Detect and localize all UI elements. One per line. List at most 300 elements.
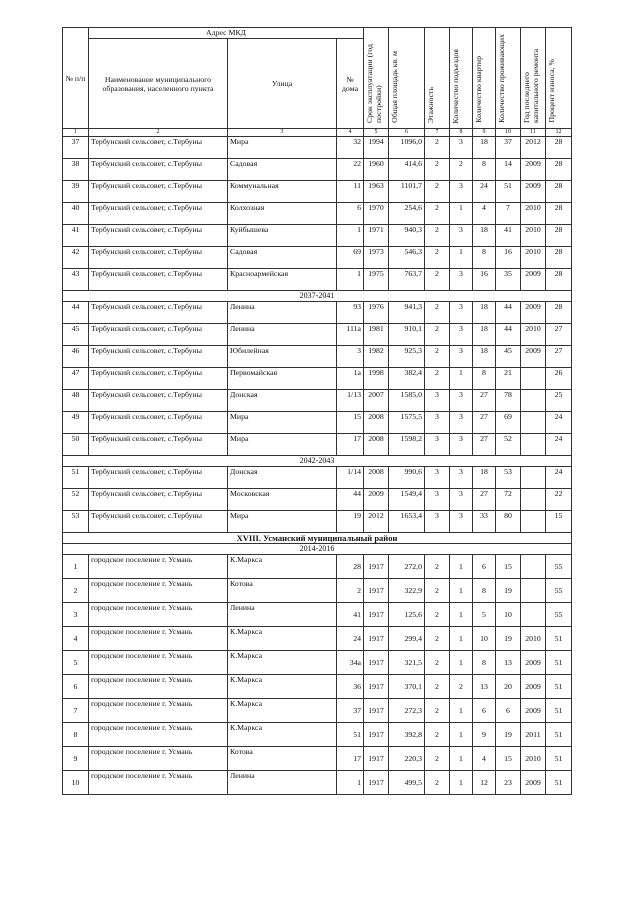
last-repair-year xyxy=(521,434,546,456)
wear-percent: 51 xyxy=(546,675,572,699)
house-number: 22 xyxy=(337,159,364,181)
house-number: 24 xyxy=(337,627,364,651)
row-number: 5 xyxy=(63,651,89,675)
residents: 19 xyxy=(496,627,521,651)
build-year: 1975 xyxy=(364,269,389,291)
wear-percent: 51 xyxy=(546,723,572,747)
last-repair-year: 2009 xyxy=(521,269,546,291)
entrances: 3 xyxy=(450,467,473,489)
total-area: 1575,5 xyxy=(389,412,425,434)
street: К.Маркса xyxy=(228,675,337,699)
floors: 2 xyxy=(425,225,450,247)
residents: 78 xyxy=(496,390,521,412)
entrances: 1 xyxy=(450,203,473,225)
entrances: 2 xyxy=(450,159,473,181)
residents: 13 xyxy=(496,651,521,675)
row-number: 46 xyxy=(63,346,89,368)
street: К.Маркса xyxy=(228,723,337,747)
apartments: 6 xyxy=(473,555,496,579)
apartments: 13 xyxy=(473,675,496,699)
residents: 20 xyxy=(496,675,521,699)
apartments: 27 xyxy=(473,390,496,412)
floors: 2 xyxy=(425,555,450,579)
build-year: 2012 xyxy=(364,511,389,533)
build-year: 1976 xyxy=(364,302,389,324)
header-residents: Количество проживающих xyxy=(496,28,521,129)
street: Донская xyxy=(228,467,337,489)
municipality: городское поселение г. Усмань xyxy=(89,747,228,771)
residents: 21 xyxy=(496,368,521,390)
apartments: 27 xyxy=(473,434,496,456)
street: Мира xyxy=(228,137,337,159)
house-number: 32 xyxy=(337,137,364,159)
last-repair-year: 2010 xyxy=(521,747,546,771)
row-number: 40 xyxy=(63,203,89,225)
column-number: 10 xyxy=(496,129,521,137)
build-year: 2007 xyxy=(364,390,389,412)
house-number: 34а xyxy=(337,651,364,675)
build-year: 1917 xyxy=(364,771,389,795)
house-number: 17 xyxy=(337,434,364,456)
table-row xyxy=(63,699,572,723)
municipality: Тербунский сельсовет, с.Тербуны xyxy=(89,390,228,412)
street: Садовая xyxy=(228,159,337,181)
build-year: 1982 xyxy=(364,346,389,368)
residents: 53 xyxy=(496,467,521,489)
row-number: 9 xyxy=(63,747,89,771)
table-row xyxy=(63,467,572,489)
street: Мира xyxy=(228,412,337,434)
column-number: 1 xyxy=(63,129,89,137)
last-repair-year: 2010 xyxy=(521,324,546,346)
build-year: 1960 xyxy=(364,159,389,181)
residents: 51 xyxy=(496,181,521,203)
last-repair-year: 2010 xyxy=(521,203,546,225)
header-area: Общая площадь кв. м xyxy=(389,28,425,129)
header-street: Улица xyxy=(228,39,337,129)
last-repair-year: 2012 xyxy=(521,137,546,159)
residents: 37 xyxy=(496,137,521,159)
municipality: городское поселение г. Усмань xyxy=(89,771,228,795)
header-no: № п/п xyxy=(63,28,89,129)
house-number: 28 xyxy=(337,555,364,579)
apartments: 8 xyxy=(473,159,496,181)
entrances: 2 xyxy=(450,675,473,699)
floors: 2 xyxy=(425,346,450,368)
wear-percent: 55 xyxy=(546,603,572,627)
wear-percent: 27 xyxy=(546,324,572,346)
residents: 44 xyxy=(496,302,521,324)
floors: 2 xyxy=(425,302,450,324)
apartments: 27 xyxy=(473,489,496,511)
municipality: Тербунский сельсовет, с.Тербуны xyxy=(89,434,228,456)
house-number: 1а xyxy=(337,368,364,390)
residents: 44 xyxy=(496,324,521,346)
entrances: 3 xyxy=(450,225,473,247)
entrances: 1 xyxy=(450,627,473,651)
municipality: Тербунский сельсовет, с.Тербуны xyxy=(89,269,228,291)
document-page xyxy=(62,27,572,795)
municipality: городское поселение г. Усмань xyxy=(89,555,228,579)
row-number: 3 xyxy=(63,603,89,627)
residents: 41 xyxy=(496,225,521,247)
apartments: 18 xyxy=(473,467,496,489)
apartments: 8 xyxy=(473,651,496,675)
last-repair-year xyxy=(521,603,546,627)
floors: 2 xyxy=(425,137,450,159)
wear-percent: 51 xyxy=(546,747,572,771)
floors: 2 xyxy=(425,603,450,627)
municipality: Тербунский сельсовет, с.Тербуны xyxy=(89,181,228,203)
last-repair-year: 2009 xyxy=(521,699,546,723)
house-number: 69 xyxy=(337,247,364,269)
wear-percent: 22 xyxy=(546,489,572,511)
total-area: 1101,7 xyxy=(389,181,425,203)
street: Ленина xyxy=(228,771,337,795)
apartments: 18 xyxy=(473,346,496,368)
entrances: 3 xyxy=(450,302,473,324)
municipality: Тербунский сельсовет, с.Тербуны xyxy=(89,247,228,269)
column-number: 6 xyxy=(389,129,425,137)
row-number: 49 xyxy=(63,412,89,434)
total-area: 370,1 xyxy=(389,675,425,699)
floors: 3 xyxy=(425,434,450,456)
total-area: 125,6 xyxy=(389,603,425,627)
apartments: 27 xyxy=(473,412,496,434)
entrances: 3 xyxy=(450,181,473,203)
column-number: 11 xyxy=(521,129,546,137)
floors: 2 xyxy=(425,181,450,203)
row-number: 41 xyxy=(63,225,89,247)
period-header: 2042-2043 xyxy=(63,456,572,467)
row-number: 51 xyxy=(63,467,89,489)
residents: 15 xyxy=(496,555,521,579)
period-header: 2014-2016 xyxy=(63,544,572,555)
street: Коммунальная xyxy=(228,181,337,203)
municipality: Тербунский сельсовет, с.Тербуны xyxy=(89,511,228,533)
housing-table xyxy=(62,27,572,795)
house-number: 1 xyxy=(337,225,364,247)
apartments: 24 xyxy=(473,181,496,203)
total-area: 546,3 xyxy=(389,247,425,269)
row-number: 38 xyxy=(63,159,89,181)
wear-percent: 28 xyxy=(546,247,572,269)
column-number: 4 xyxy=(337,129,364,137)
street: Ленина xyxy=(228,324,337,346)
last-repair-year: 2010 xyxy=(521,225,546,247)
apartments: 18 xyxy=(473,137,496,159)
street: Котова xyxy=(228,747,337,771)
apartments: 33 xyxy=(473,511,496,533)
wear-percent: 51 xyxy=(546,651,572,675)
floors: 2 xyxy=(425,324,450,346)
header-year: Срок эксплуатации (год постройки) xyxy=(364,28,389,129)
total-area: 1585,0 xyxy=(389,390,425,412)
municipality: городское поселение г. Усмань xyxy=(89,675,228,699)
row-number: 37 xyxy=(63,137,89,159)
period-header: 2037-2041 xyxy=(63,291,572,302)
table-row xyxy=(63,651,572,675)
last-repair-year: 2009 xyxy=(521,346,546,368)
street: Юбилейная xyxy=(228,346,337,368)
row-number: 52 xyxy=(63,489,89,511)
entrances: 1 xyxy=(450,368,473,390)
last-repair-year: 2009 xyxy=(521,771,546,795)
total-area: 254,6 xyxy=(389,203,425,225)
residents: 10 xyxy=(496,603,521,627)
row-number: 53 xyxy=(63,511,89,533)
apartments: 9 xyxy=(473,723,496,747)
build-year: 2008 xyxy=(364,467,389,489)
wear-percent: 28 xyxy=(546,225,572,247)
street: Ленина xyxy=(228,302,337,324)
last-repair-year xyxy=(521,412,546,434)
wear-percent: 24 xyxy=(546,412,572,434)
apartments: 10 xyxy=(473,627,496,651)
residents: 72 xyxy=(496,489,521,511)
period-header-row xyxy=(63,456,572,467)
wear-percent: 28 xyxy=(546,302,572,324)
residents: 19 xyxy=(496,723,521,747)
total-area: 414,6 xyxy=(389,159,425,181)
entrances: 3 xyxy=(450,511,473,533)
floors: 2 xyxy=(425,699,450,723)
header-apartments: Количество квартир xyxy=(473,28,496,129)
street: Садовая xyxy=(228,247,337,269)
last-repair-year: 2009 xyxy=(521,181,546,203)
build-year: 1971 xyxy=(364,225,389,247)
wear-percent: 24 xyxy=(546,467,572,489)
table-row xyxy=(63,603,572,627)
street: К.Маркса xyxy=(228,555,337,579)
wear-percent: 28 xyxy=(546,181,572,203)
table-row xyxy=(63,723,572,747)
house-number: 37 xyxy=(337,699,364,723)
wear-percent: 25 xyxy=(546,390,572,412)
house-number: 111а xyxy=(337,324,364,346)
period-header-row xyxy=(63,544,572,555)
residents: 52 xyxy=(496,434,521,456)
municipality: Тербунский сельсовет, с.Тербуны xyxy=(89,302,228,324)
total-area: 220,3 xyxy=(389,747,425,771)
last-repair-year xyxy=(521,390,546,412)
total-area: 940,3 xyxy=(389,225,425,247)
municipality: Тербунский сельсовет, с.Тербуны xyxy=(89,346,228,368)
entrances: 3 xyxy=(450,346,473,368)
floors: 2 xyxy=(425,627,450,651)
house-number: 1 xyxy=(337,771,364,795)
municipality: Тербунский сельсовет, с.Тербуны xyxy=(89,159,228,181)
municipality: городское поселение г. Усмань xyxy=(89,579,228,603)
floors: 2 xyxy=(425,651,450,675)
total-area: 382,4 xyxy=(389,368,425,390)
header-address: Адрес МКД xyxy=(89,28,364,39)
table-row xyxy=(63,747,572,771)
residents: 80 xyxy=(496,511,521,533)
last-repair-year: 2009 xyxy=(521,302,546,324)
table-row xyxy=(63,412,572,434)
build-year: 1970 xyxy=(364,203,389,225)
total-area: 925,3 xyxy=(389,346,425,368)
last-repair-year xyxy=(521,368,546,390)
last-repair-year: 2009 xyxy=(521,651,546,675)
residents: 16 xyxy=(496,247,521,269)
street: Котова xyxy=(228,579,337,603)
build-year: 1917 xyxy=(364,579,389,603)
floors: 3 xyxy=(425,489,450,511)
row-number: 8 xyxy=(63,723,89,747)
street: Мира xyxy=(228,434,337,456)
row-number: 43 xyxy=(63,269,89,291)
entrances: 3 xyxy=(450,489,473,511)
total-area: 1096,0 xyxy=(389,137,425,159)
total-area: 392,8 xyxy=(389,723,425,747)
last-repair-year: 2009 xyxy=(521,675,546,699)
municipality: городское поселение г. Усмань xyxy=(89,651,228,675)
wear-percent: 51 xyxy=(546,771,572,795)
last-repair-year: 2009 xyxy=(521,159,546,181)
municipality: Тербунский сельсовет, с.Тербуны xyxy=(89,203,228,225)
build-year: 1917 xyxy=(364,627,389,651)
street: Первомайская xyxy=(228,368,337,390)
column-number: 3 xyxy=(228,129,337,137)
house-number: 1/14 xyxy=(337,467,364,489)
table-row xyxy=(63,137,572,159)
last-repair-year xyxy=(521,511,546,533)
total-area: 321,5 xyxy=(389,651,425,675)
wear-percent: 51 xyxy=(546,627,572,651)
street: Ленина xyxy=(228,603,337,627)
floors: 2 xyxy=(425,247,450,269)
street: К.Маркса xyxy=(228,699,337,723)
entrances: 1 xyxy=(450,555,473,579)
apartments: 6 xyxy=(473,699,496,723)
table-row xyxy=(63,203,572,225)
entrances: 3 xyxy=(450,269,473,291)
floors: 2 xyxy=(425,269,450,291)
table-row xyxy=(63,225,572,247)
column-number: 7 xyxy=(425,129,450,137)
header-wear: Процент износа, % xyxy=(546,28,572,129)
municipality: Тербунский сельсовет, с.Тербуны xyxy=(89,368,228,390)
table-row xyxy=(63,511,572,533)
column-number: 2 xyxy=(89,129,228,137)
table-row xyxy=(63,579,572,603)
residents: 14 xyxy=(496,159,521,181)
apartments: 18 xyxy=(473,225,496,247)
total-area: 990,6 xyxy=(389,467,425,489)
entrances: 3 xyxy=(450,412,473,434)
street: К.Маркса xyxy=(228,651,337,675)
row-number: 10 xyxy=(63,771,89,795)
house-number: 1/13 xyxy=(337,390,364,412)
wear-percent: 26 xyxy=(546,368,572,390)
table-row xyxy=(63,390,572,412)
house-number: 41 xyxy=(337,603,364,627)
municipality: Тербунский сельсовет, с.Тербуны xyxy=(89,137,228,159)
street: Московская xyxy=(228,489,337,511)
build-year: 1917 xyxy=(364,723,389,747)
house-number: 36 xyxy=(337,675,364,699)
row-number: 42 xyxy=(63,247,89,269)
build-year: 1973 xyxy=(364,247,389,269)
table-row xyxy=(63,181,572,203)
wear-percent: 28 xyxy=(546,159,572,181)
entrances: 3 xyxy=(450,324,473,346)
total-area: 763,7 xyxy=(389,269,425,291)
last-repair-year: 2010 xyxy=(521,247,546,269)
table-row xyxy=(63,627,572,651)
floors: 3 xyxy=(425,390,450,412)
total-area: 272,3 xyxy=(389,699,425,723)
apartments: 5 xyxy=(473,603,496,627)
table-row xyxy=(63,771,572,795)
entrances: 1 xyxy=(450,771,473,795)
floors: 2 xyxy=(425,159,450,181)
wear-percent: 27 xyxy=(546,346,572,368)
entrances: 3 xyxy=(450,390,473,412)
row-number: 44 xyxy=(63,302,89,324)
municipality: городское поселение г. Усмань xyxy=(89,603,228,627)
entrances: 1 xyxy=(450,579,473,603)
municipality: Тербунский сельсовет, с.Тербуны xyxy=(89,489,228,511)
table-row xyxy=(63,555,572,579)
house-number: 51 xyxy=(337,723,364,747)
build-year: 1994 xyxy=(364,137,389,159)
wear-percent: 28 xyxy=(546,269,572,291)
municipality: Тербунский сельсовет, с.Тербуны xyxy=(89,225,228,247)
floors: 2 xyxy=(425,579,450,603)
residents: 23 xyxy=(496,771,521,795)
build-year: 1917 xyxy=(364,675,389,699)
total-area: 1598,2 xyxy=(389,434,425,456)
table-row xyxy=(63,324,572,346)
apartments: 8 xyxy=(473,368,496,390)
column-number-row xyxy=(63,129,572,137)
table-row xyxy=(63,675,572,699)
header-last-repair: Год последнего капитального ремонта xyxy=(521,28,546,129)
apartments: 12 xyxy=(473,771,496,795)
total-area: 322,9 xyxy=(389,579,425,603)
table-row xyxy=(63,247,572,269)
column-number: 9 xyxy=(473,129,496,137)
header-entrances: Количество подъездов xyxy=(450,28,473,129)
house-number: 17 xyxy=(337,747,364,771)
row-number: 4 xyxy=(63,627,89,651)
municipality: городское поселение г. Усмань xyxy=(89,699,228,723)
municipality: городское поселение г. Усмань xyxy=(89,627,228,651)
table-row xyxy=(63,302,572,324)
table-row xyxy=(63,159,572,181)
table-row xyxy=(63,368,572,390)
house-number: 1 xyxy=(337,269,364,291)
floors: 3 xyxy=(425,511,450,533)
street: Мира xyxy=(228,511,337,533)
house-number: 93 xyxy=(337,302,364,324)
residents: 69 xyxy=(496,412,521,434)
row-number: 6 xyxy=(63,675,89,699)
header-municipality: Наименование муниципального образования, населенного пункта xyxy=(89,39,228,129)
residents: 45 xyxy=(496,346,521,368)
total-area: 299,4 xyxy=(389,627,425,651)
residents: 35 xyxy=(496,269,521,291)
apartments: 4 xyxy=(473,747,496,771)
house-number: 15 xyxy=(337,412,364,434)
entrances: 1 xyxy=(450,247,473,269)
floors: 2 xyxy=(425,723,450,747)
house-number: 19 xyxy=(337,511,364,533)
build-year: 1998 xyxy=(364,368,389,390)
